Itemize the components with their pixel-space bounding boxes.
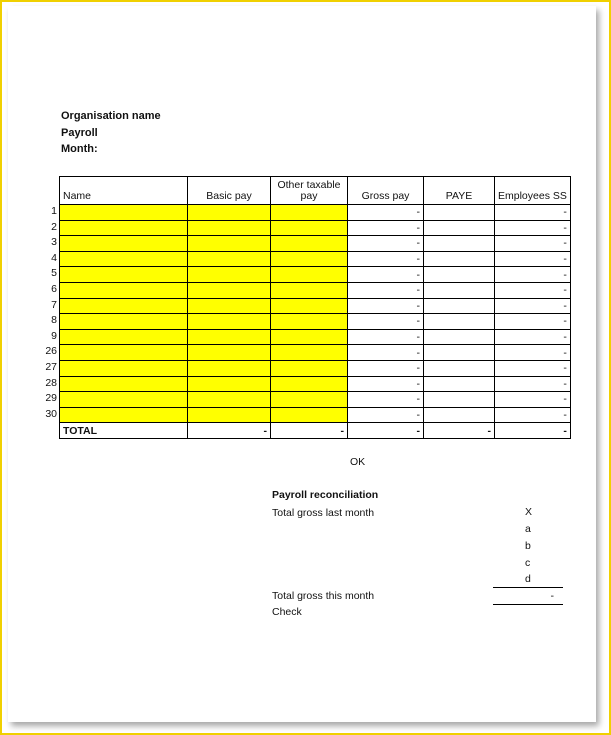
table-row bbox=[60, 392, 571, 408]
column-header-name: Name bbox=[60, 177, 188, 205]
employees-ss-cell: - bbox=[495, 267, 571, 283]
employees-ss-cell: - bbox=[495, 345, 571, 361]
gross-pay-cell: - bbox=[348, 360, 424, 376]
basic-pay-cell[interactable] bbox=[188, 360, 271, 376]
other-taxable-pay-cell[interactable] bbox=[271, 407, 348, 423]
month-label: Month: bbox=[61, 143, 98, 155]
paye-cell bbox=[424, 407, 495, 423]
basic-pay-cell[interactable] bbox=[188, 251, 271, 267]
basic-pay-cell[interactable] bbox=[188, 329, 271, 345]
total-other-taxable-pay: - bbox=[271, 423, 348, 439]
table-row bbox=[60, 251, 571, 267]
gross-pay-cell: - bbox=[348, 392, 424, 408]
employees-ss-cell: - bbox=[495, 220, 571, 236]
paye-cell bbox=[424, 236, 495, 252]
gross-pay-cell: - bbox=[348, 251, 424, 267]
basic-pay-cell[interactable] bbox=[188, 205, 271, 221]
row-number: 26 bbox=[45, 345, 57, 358]
reconciliation-title: Payroll reconciliation bbox=[272, 489, 379, 501]
other-taxable-pay-cell[interactable] bbox=[271, 314, 348, 330]
column-header-basic-pay: Basic pay bbox=[188, 177, 271, 205]
table-row bbox=[60, 267, 571, 283]
gross-pay-cell: - bbox=[348, 376, 424, 392]
name-cell[interactable] bbox=[60, 314, 188, 330]
row-number: 7 bbox=[51, 298, 57, 311]
other-taxable-pay-cell[interactable] bbox=[271, 267, 348, 283]
other-taxable-pay-cell[interactable] bbox=[271, 205, 348, 221]
paye-cell bbox=[424, 298, 495, 314]
other-taxable-pay-cell[interactable] bbox=[271, 298, 348, 314]
gross-pay-cell: - bbox=[348, 298, 424, 314]
gross-pay-cell: - bbox=[348, 314, 424, 330]
table-row bbox=[60, 329, 571, 345]
employees-ss-cell: - bbox=[495, 298, 571, 314]
other-taxable-pay-cell[interactable] bbox=[271, 392, 348, 408]
name-cell[interactable] bbox=[60, 345, 188, 361]
name-cell[interactable] bbox=[60, 298, 188, 314]
gross-pay-cell: - bbox=[348, 329, 424, 345]
employees-ss-cell: - bbox=[495, 392, 571, 408]
total-gross-this-month-label: Total gross this month bbox=[272, 590, 375, 602]
basic-pay-cell[interactable] bbox=[188, 220, 271, 236]
row-number: 6 bbox=[51, 283, 57, 295]
other-taxable-pay-cell[interactable] bbox=[271, 251, 348, 267]
table-header-row bbox=[60, 177, 571, 205]
paye-cell bbox=[424, 345, 495, 361]
table-row bbox=[60, 360, 571, 376]
row-number: 5 bbox=[51, 267, 57, 280]
basic-pay-cell[interactable] bbox=[188, 267, 271, 283]
name-cell[interactable] bbox=[60, 376, 188, 392]
name-cell[interactable] bbox=[60, 329, 188, 345]
total-gross-this-month-value: - bbox=[550, 590, 554, 602]
employees-ss-cell: - bbox=[495, 236, 571, 252]
total-label: TOTAL bbox=[60, 423, 188, 439]
check-rule bbox=[493, 604, 563, 605]
table-row bbox=[60, 282, 571, 298]
employees-ss-cell: - bbox=[495, 329, 571, 345]
payroll-table bbox=[59, 176, 571, 439]
reconciliation-letter-x: X bbox=[525, 506, 533, 518]
table-row bbox=[60, 314, 571, 330]
name-cell[interactable] bbox=[60, 392, 188, 408]
paye-cell bbox=[424, 220, 495, 236]
paye-cell bbox=[424, 314, 495, 330]
row-number: 30 bbox=[45, 407, 57, 420]
total-gross-last-month-label: Total gross last month bbox=[272, 507, 375, 519]
table-row bbox=[60, 345, 571, 361]
organisation-name: Organisation name bbox=[61, 110, 161, 122]
total-employees-ss: - bbox=[495, 423, 571, 439]
sum-rule bbox=[493, 587, 563, 588]
table-row bbox=[60, 298, 571, 314]
column-header-employees-ss: Employees SS bbox=[495, 177, 571, 205]
paye-cell bbox=[424, 267, 495, 283]
gross-pay-cell: - bbox=[348, 345, 424, 361]
table-row bbox=[60, 407, 571, 423]
check-label: Check bbox=[272, 606, 302, 618]
paye-cell bbox=[424, 360, 495, 376]
gross-pay-cell: - bbox=[348, 236, 424, 252]
employees-ss-cell: - bbox=[495, 205, 571, 221]
column-header-gross-pay: Gross pay bbox=[348, 177, 424, 205]
other-taxable-pay-cell[interactable] bbox=[271, 282, 348, 298]
basic-pay-cell[interactable] bbox=[188, 298, 271, 314]
reconciliation-letter-a: a bbox=[525, 523, 531, 535]
name-cell[interactable] bbox=[60, 360, 188, 376]
row-number: 27 bbox=[45, 361, 57, 373]
reconciliation-letter-c: c bbox=[525, 557, 531, 569]
total-row bbox=[60, 423, 571, 439]
paye-cell bbox=[424, 376, 495, 392]
name-cell[interactable] bbox=[60, 251, 188, 267]
total-paye: - bbox=[424, 423, 495, 439]
basic-pay-cell[interactable] bbox=[188, 407, 271, 423]
other-taxable-pay-cell[interactable] bbox=[271, 236, 348, 252]
table-row bbox=[60, 205, 571, 221]
total-gross-pay: - bbox=[348, 423, 424, 439]
total-basic-pay: - bbox=[188, 423, 271, 439]
gross-pay-cell: - bbox=[348, 220, 424, 236]
name-cell[interactable] bbox=[60, 282, 188, 298]
basic-pay-cell[interactable] bbox=[188, 376, 271, 392]
gross-pay-cell: - bbox=[348, 282, 424, 298]
table-row bbox=[60, 236, 571, 252]
table-row bbox=[60, 220, 571, 236]
other-taxable-pay-cell[interactable] bbox=[271, 220, 348, 236]
basic-pay-cell[interactable] bbox=[188, 282, 271, 298]
gross-pay-cell: - bbox=[348, 205, 424, 221]
employees-ss-cell: - bbox=[495, 376, 571, 392]
reconciliation-letter-d: d bbox=[525, 573, 531, 585]
reconciliation-letter-b: b bbox=[525, 540, 531, 552]
row-number: 8 bbox=[51, 314, 57, 327]
gross-pay-cell: - bbox=[348, 267, 424, 283]
column-header-other-taxable-pay: Other taxable pay bbox=[271, 177, 348, 205]
basic-pay-cell[interactable] bbox=[188, 392, 271, 408]
other-taxable-pay-cell[interactable] bbox=[271, 329, 348, 345]
paye-cell bbox=[424, 282, 495, 298]
ok-status: OK bbox=[350, 456, 366, 468]
name-cell[interactable] bbox=[60, 407, 188, 423]
other-taxable-pay-cell[interactable] bbox=[271, 360, 348, 376]
employees-ss-cell: - bbox=[495, 251, 571, 267]
other-taxable-pay-cell[interactable] bbox=[271, 376, 348, 392]
name-cell[interactable] bbox=[60, 236, 188, 252]
paye-cell bbox=[424, 329, 495, 345]
payroll-title: Payroll bbox=[61, 127, 98, 139]
row-number: 9 bbox=[51, 329, 57, 342]
column-header-paye: PAYE bbox=[424, 177, 495, 205]
row-number: 28 bbox=[45, 376, 57, 389]
basic-pay-cell[interactable] bbox=[188, 314, 271, 330]
row-number: 3 bbox=[51, 236, 57, 249]
employees-ss-cell: - bbox=[495, 314, 571, 330]
name-cell[interactable] bbox=[60, 220, 188, 236]
row-number: 4 bbox=[51, 251, 57, 264]
name-cell[interactable] bbox=[60, 205, 188, 221]
paye-cell bbox=[424, 205, 495, 221]
employees-ss-cell: - bbox=[495, 282, 571, 298]
row-number: 29 bbox=[45, 392, 57, 405]
table-row bbox=[60, 376, 571, 392]
paye-cell bbox=[424, 251, 495, 267]
employees-ss-cell: - bbox=[495, 360, 571, 376]
other-taxable-pay-cell[interactable] bbox=[271, 345, 348, 361]
gross-pay-cell: - bbox=[348, 407, 424, 423]
name-cell[interactable] bbox=[60, 267, 188, 283]
row-number: 2 bbox=[51, 220, 57, 233]
paye-cell bbox=[424, 392, 495, 408]
basic-pay-cell[interactable] bbox=[188, 236, 271, 252]
row-number: 1 bbox=[51, 205, 57, 217]
employees-ss-cell: - bbox=[495, 407, 571, 423]
basic-pay-cell[interactable] bbox=[188, 345, 271, 361]
